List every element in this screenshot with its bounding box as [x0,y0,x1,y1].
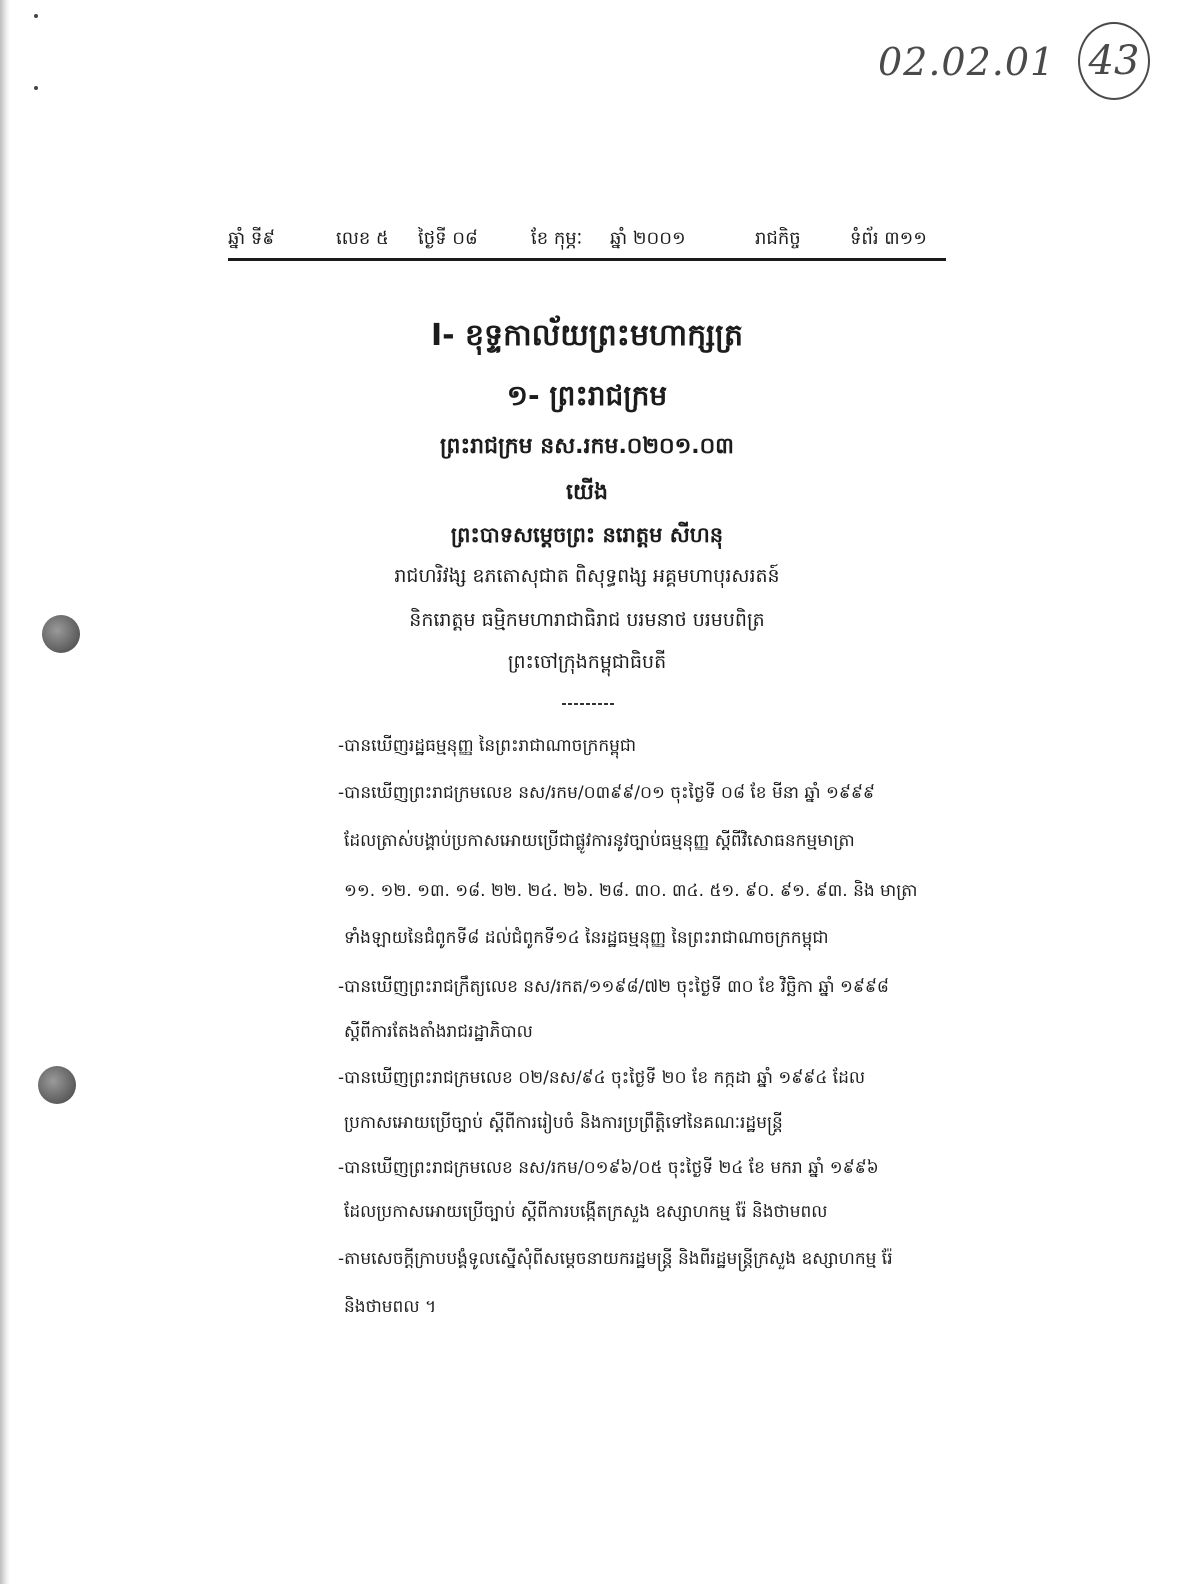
scan-edge-shadow [0,0,10,1584]
header-day: ថ្ងៃទី ០៨ [418,228,478,249]
punch-hole [42,615,80,653]
paragraph-line: -បានឃើញព្រះរាជក្រមលេខ នស/រកម/០៣៩៩/០១ ចុះថ្ងៃទី ០៨ ខែ មីនា ឆ្នាំ ១៩៩៩ [338,783,875,803]
header-issue: លេខ ៥ [336,228,389,249]
paragraph-line: ដែលត្រាស់បង្គាប់ប្រកាសអោយប្រើជាផ្លូវការនូវច្បាប់ធម្មនុញ្ញ ស្តីពីវិសោធនកម្មមាត្រា [344,831,855,851]
punch-hole [38,1066,76,1104]
paragraph-line: -តាមសេចក្តីក្រាបបង្គំទូលស្នើសុំពីសម្តេចនាយករដ្ឋមន្ត្រី និងពីរដ្ឋមន្ត្រីក្រសួង ឧស្សាហកម្ម រ៉ែ [338,1249,893,1269]
gazette-header [228,218,946,258]
header-rule [228,258,946,261]
header-month: ខែ កុម្ភៈ [531,228,583,249]
paragraph-line: ដែលប្រកាសអោយប្រើច្បាប់ ស្តីពីការបង្កើតក្រសួង ឧស្សាហកម្ម រ៉ែ និងថាមពល [344,1202,828,1222]
paragraph-line: ទាំងឡាយនៃជំពូកទី៨ ដល់ជំពូកទី១៤ នៃរដ្ឋធម្មនុញ្ញ នៃព្រះរាជាណាចក្រកម្ពុជា [344,928,829,948]
scan-speck [34,86,38,90]
sub-title: ១- ព្រះរាជក្រម [506,379,668,412]
paragraph-line: ១១. ១២. ១៣. ១៨. ២២. ២៤. ២៦. ២៨. ៣០. ៣៤. ៥១. ៩០. ៩១. ៩៣. និង មាត្រា [344,881,918,901]
royal-title-line: ព្រះចៅក្រុងកម្ពុជាធិបតី [507,651,667,673]
we-heading: យើង [566,480,608,505]
paragraph-line: -បានឃើញព្រះរាជក្រមលេខ ០២/នស/៩៤ ចុះថ្ងៃទី ២០ ខែ កក្កដា ឆ្នាំ ១៩៩៤ ដែល [338,1068,866,1088]
scan-speck [34,14,38,18]
circled-number-text: 43 [1088,38,1140,84]
header-page: ទំព័រ ៣១១ [850,228,927,249]
royal-title-line: រាជហរិវង្ស ឧភតោសុជាត ពិសុទ្ធពង្ស អគ្គមហាបុរសរតន៍ [394,565,780,587]
paragraph-line: ប្រកាសអោយប្រើច្បាប់ ស្តីពីការរៀបចំ និងការប្រព្រឹត្តិទៅនៃគណៈរដ្ឋមន្ត្រី [344,1113,783,1133]
handwritten-reference: 02.02.01 [878,40,1056,84]
paragraph-line: ស្តីពីការតែងតាំងរាជរដ្ឋាភិបាល [344,1022,533,1042]
decree-number: ព្រះរាជក្រម នស.រកម.០២០១.០៣ [440,434,734,459]
section-divider [562,703,614,705]
circled-number [1078,22,1150,100]
paragraph-line: -បានឃើញព្រះរាជក្រមលេខ នស/រកម/០១៩៦/០៥ ចុះថ្ងៃទី ២៤ ខែ មករា ឆ្នាំ ១៩៩៦ [338,1158,879,1178]
handwritten-annotation [878,22,1168,104]
header-journal: រាជកិច្ច [755,228,801,249]
paragraph-line: -បានឃើញរដ្ឋធម្មនុញ្ញ នៃព្រះរាជាណាចក្រកម្ពុជា [338,736,637,756]
paragraph-line: -បានឃើញព្រះរាជក្រឹត្យលេខ នស/រកត/១១៩៨/៧២ ចុះថ្ងៃទី ៣០ ខែ វិច្ឆិកា ឆ្នាំ ១៩៩៨ [338,977,889,997]
king-name: ព្រះបាទសម្តេចព្រះ នរោត្តម សីហនុ [450,523,724,547]
section-title: I- ខុទ្ទកាល័យព្រះមហាក្សត្រ [430,318,744,353]
header-year: ឆ្នាំ ២០០១ [610,228,686,249]
royal-title-line: និករោត្តម ធម្មិកមហារាជាធិរាជ បរមនាថ បរមបពិត្រ [409,609,765,631]
paragraph-line: និងថាមពល ។ [344,1297,437,1317]
header-year-label: ឆ្នាំ ទី៩ [228,228,276,249]
